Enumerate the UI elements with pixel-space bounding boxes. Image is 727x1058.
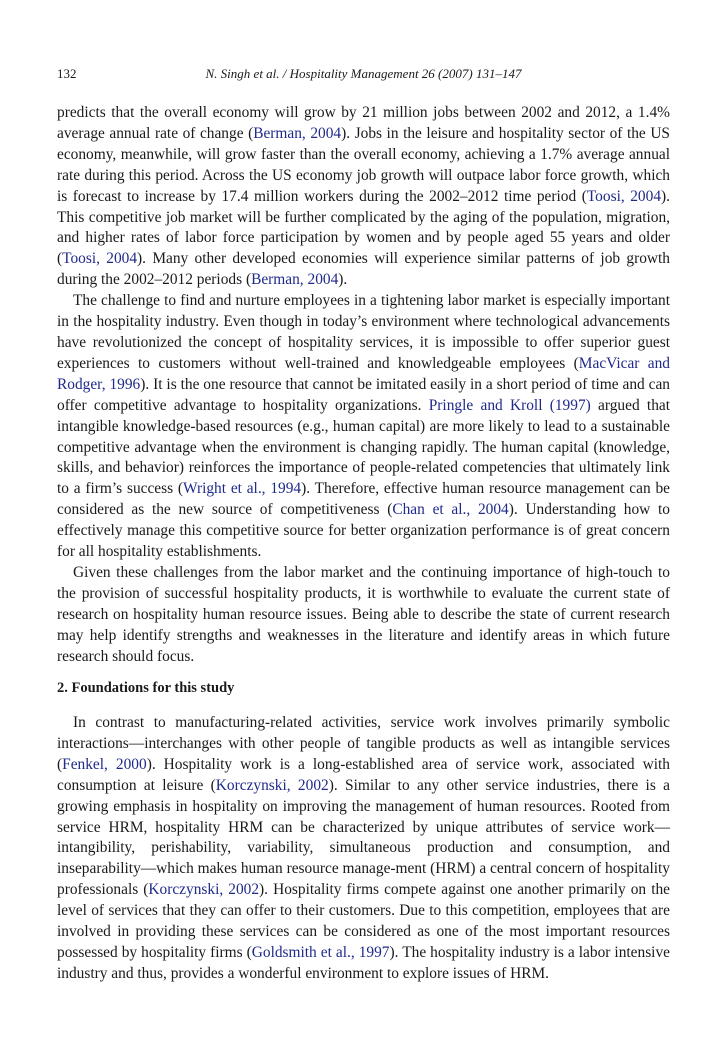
page-number: 132 — [57, 66, 77, 81]
citation-link[interactable]: Korczynski, 2002 — [148, 881, 260, 899]
citation-link[interactable]: Wright et al., 1994 — [183, 480, 302, 498]
section-heading: 2. Foundations for this study — [57, 680, 235, 696]
citation-link[interactable]: Berman, 2004 — [251, 271, 339, 289]
citation-link[interactable]: Berman, 2004 — [253, 124, 342, 142]
citation-link[interactable]: MacVicar and Rodger, 1996 — [57, 354, 671, 393]
paragraph: The challenge to find and nurture employees in a tightening labor market is especially important in the hospitality industry. Even though in today’s environment where technological advancements have revolutionized the concept of hospitality services, it is impossible to offer superior guest experiences to customers without well-trained and knowledgeable employees (MacVicar and Rodger, 1996). It is the one resource that cannot be imitated easily in a short period of time and can offer competitive advantage to hospitality organizations. Pringle and Kroll (1997) argued that intangible knowledge-based resources (e.g., human capital) are more likely to lead to a sustainable competitive advantage when the environment is changing rapidly. The human capital (knowledge, skills, and behavior) reinforces the importance of people-related competencies that ultimately link to a firm’s success (Wright et al., 1994). Therefore, effective human resource management can be considered as the new source of competitiveness (Chan et al., 2004). Understanding how to effectively manage this competitive source for better organization performance is of great concern for all hospitality establishments. — [57, 292, 671, 561]
paragraph: Given these challenges from the labor market and the continuing importance of high-touch to the provision of successful hospitality products, it is worthwhile to evaluate the current state of research on hospitality human resource issues. Being able to describe the state of current research may help identify strengths and weaknesses in the literature and identify areas in which future research should focus. — [57, 563, 670, 665]
section-body — [57, 713, 670, 985]
citation-link[interactable]: Goldsmith et al., 1997 — [251, 943, 390, 961]
running-title: N. Singh et al. / Hospitality Management 26 (2007) 131–147 — [205, 66, 522, 81]
citation-link[interactable]: Toosi, 2004 — [62, 250, 138, 268]
intro-body — [57, 103, 670, 667]
paragraph: predicts that the overall economy will grow by 21 million jobs between 2002 and 2012, a 1.4% average annual rate of change (Berman, 2004). Jobs in the leisure and hospitality sector of the US economy, meanwhile, will grow faster than the overall economy, achieving a 1.7% average annual rate during this period. Across the US economy job growth will outpace labor force growth, which is forecast to increase by 17.4 million workers during the 2002–2012 time period (Toosi, 2004). This competitive job market will be further complicated by the aging of the population, migration, and higher rates of labor force participation by women and by people aged 55 years and older (Toosi, 2004). Many other developed economies will experience similar patterns of job growth during the 2002–2012 periods (Berman, 2004). — [57, 104, 670, 289]
running-header — [57, 66, 670, 84]
citation-link[interactable]: Pringle and Kroll (1997) — [428, 396, 591, 414]
citation-link[interactable]: Korczynski, 2002 — [215, 776, 329, 794]
citation-link[interactable]: Chan et al., 2004 — [392, 501, 509, 519]
citation-link[interactable]: Fenkel, 2000 — [62, 755, 147, 773]
citation-link[interactable]: Toosi, 2004 — [586, 187, 662, 205]
paragraph: In contrast to manufacturing-related activities, service work involves primarily symbolic interactions—interchanges with other people of tangible products as well as intangible services (Fenkel, 2000). Hospitality work is a long-established area of service work, associated with consumption at leisure (Korczynski, 2002). Similar to any other service industries, there is a growing emphasis in hospitality on improving the management of human resources. Rooted from service HRM, hospitality HRM can be characterized by unique attributes of service work—intangibility, perishability, variability, simultaneous production and consumption, and inseparability—which makes human resource manage-ment (HRM) a central concern of hospitality professionals (Korczynski, 2002). Hospitality firms compete against one another primarily on the level of services that they can offer to their customers. Due to this competition, employees that are involved in providing these services can be considered as one of the most important resources possessed by hospitality firms (Goldsmith et al., 1997). The hospitality industry is a labor intensive industry and thus, provides a wonderful environment to explore issues of HRM. — [57, 714, 670, 982]
